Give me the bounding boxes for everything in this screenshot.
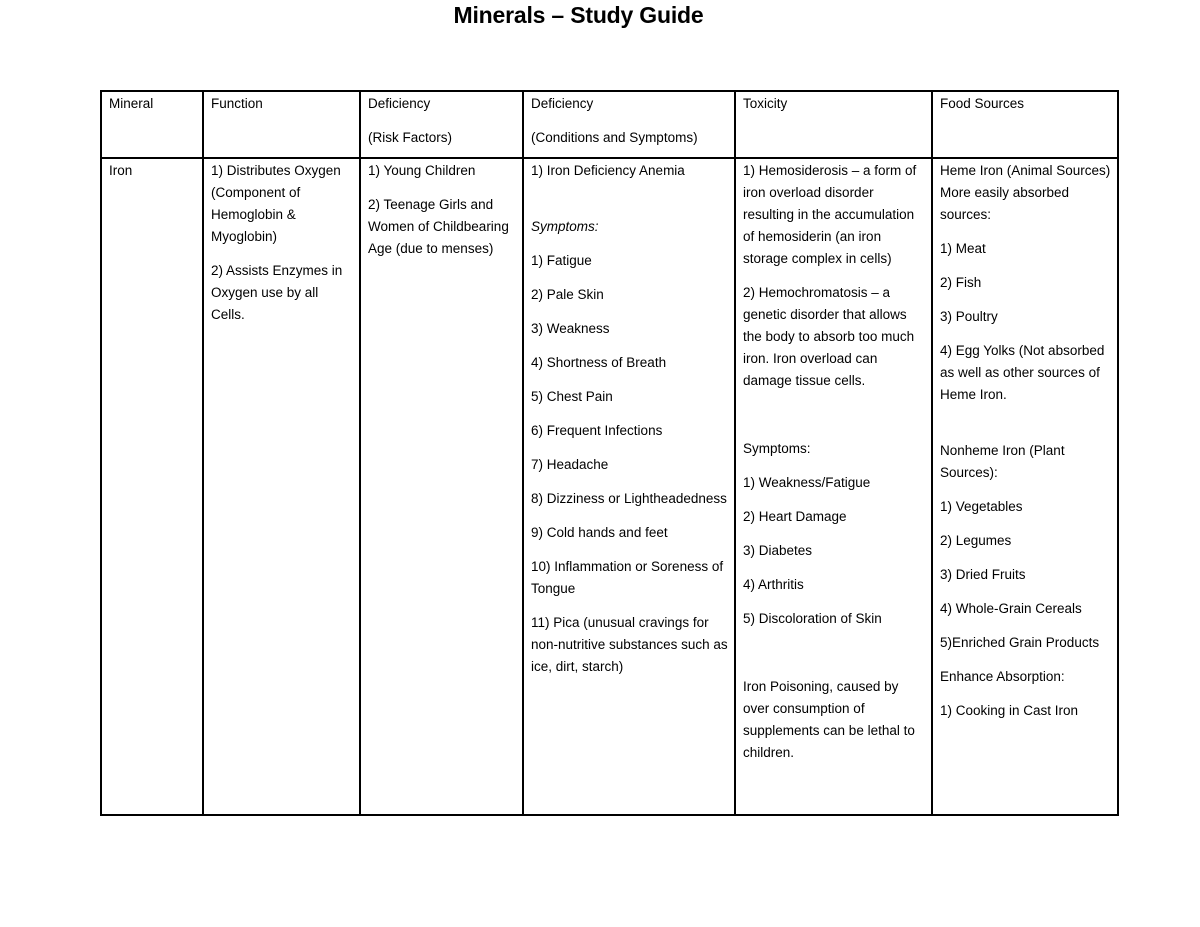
header-risk-line2: (Risk Factors) xyxy=(368,130,452,145)
minerals-table xyxy=(100,90,1119,816)
header-food-sources-label: Food Sources xyxy=(940,96,1025,111)
header-cond-line2: (Conditions and Symptoms) xyxy=(531,130,698,145)
toxicity-symptom-item: 5) Discoloration of Skin xyxy=(743,611,882,626)
food-item: 4) Whole-Grain Cereals xyxy=(940,601,1082,616)
symptom-item: 6) Frequent Infections xyxy=(531,423,663,438)
food-item: 5)Enriched Grain Products xyxy=(940,635,1100,650)
cell-toxicity xyxy=(735,158,932,815)
food-item: 1) Meat xyxy=(940,241,986,256)
header-function xyxy=(203,91,360,158)
symptom-item: 10) Inflammation or Soreness of Tongue xyxy=(531,559,724,596)
table-header-row xyxy=(101,91,1118,158)
header-cond-line1: Deficiency xyxy=(531,96,594,111)
table-row xyxy=(101,158,1118,815)
food-item: 3) Dried Fruits xyxy=(940,567,1026,582)
food-item: 4) Egg Yolks (Not absorbed as well as other sources of Heme Iron. xyxy=(940,343,1105,402)
header-function-label: Function xyxy=(211,96,263,111)
toxicity-symptom-item: 3) Diabetes xyxy=(743,543,813,558)
symptom-item: 9) Cold hands and feet xyxy=(531,525,668,540)
enhance-label: Enhance Absorption: xyxy=(940,669,1065,684)
symptom-item: 5) Chest Pain xyxy=(531,389,613,404)
risk-factor-item: 2) Teenage Girls and Women of Childbearing Age (due to menses) xyxy=(368,197,509,256)
page-title: Minerals – Study Guide xyxy=(453,2,704,28)
toxicity-symptom-item: 2) Heart Damage xyxy=(743,509,847,524)
header-risk-factors xyxy=(360,91,523,158)
symptom-item: 2) Pale Skin xyxy=(531,287,604,302)
function-item: 2) Assists Enzymes in Oxygen use by all Cells. xyxy=(211,263,343,322)
food-item: 1) Vegetables xyxy=(940,499,1023,514)
toxicity-symptom-item: 4) Arthritis xyxy=(743,577,804,592)
header-conditions xyxy=(523,91,735,158)
mineral-name: Iron xyxy=(109,163,133,178)
food-item: 2) Fish xyxy=(940,275,982,290)
toxicity-item: 1) Hemosiderosis – a form of iron overload disorder resulting in the accumulation of hemosiderin (an iron storage complex in cells) xyxy=(743,163,917,266)
header-mineral-label: Mineral xyxy=(109,96,154,111)
header-toxicity xyxy=(735,91,932,158)
cell-mineral xyxy=(101,158,203,815)
symptoms-label: Symptoms: xyxy=(531,219,599,234)
symptom-item: 11) Pica (unusual cravings for non-nutritive substances such as ice, dirt, starch) xyxy=(531,615,728,674)
heme-label: Heme Iron (Animal Sources) More easily absorbed sources: xyxy=(940,163,1111,222)
symptom-item: 7) Headache xyxy=(531,457,609,472)
cell-food-sources xyxy=(932,158,1118,815)
symptom-item: 3) Weakness xyxy=(531,321,610,336)
food-item: 2) Legumes xyxy=(940,533,1012,548)
cell-function xyxy=(203,158,360,815)
header-toxicity-label: Toxicity xyxy=(743,96,788,111)
toxicity-poisoning-note: Iron Poisoning, caused by over consumption of supplements can be lethal to children. xyxy=(743,679,915,760)
toxicity-symptom-item: 1) Weakness/Fatigue xyxy=(743,475,871,490)
header-mineral xyxy=(101,91,203,158)
food-item: 3) Poultry xyxy=(940,309,998,324)
nonheme-label: Nonheme Iron (Plant Sources): xyxy=(940,443,1065,480)
toxicity-item: 2) Hemochromatosis – a genetic disorder that allows the body to absorb too much iron. Iron overload can damage tissue cells. xyxy=(743,285,915,388)
header-food-sources xyxy=(932,91,1118,158)
cell-risk-factors xyxy=(360,158,523,815)
condition-main: 1) Iron Deficiency Anemia xyxy=(531,163,685,178)
cell-conditions xyxy=(523,158,735,815)
enhance-item: 1) Cooking in Cast Iron xyxy=(940,703,1079,718)
header-risk-line1: Deficiency xyxy=(368,96,431,111)
symptom-item: 1) Fatigue xyxy=(531,253,592,268)
risk-factor-item: 1) Young Children xyxy=(368,163,476,178)
symptom-item: 8) Dizziness or Lightheadedness xyxy=(531,491,727,506)
function-item: 1) Distributes Oxygen (Component of Hemoglobin & Myoglobin) xyxy=(211,163,341,244)
toxicity-symptoms-label: Symptoms: xyxy=(743,441,811,456)
symptom-item: 4) Shortness of Breath xyxy=(531,355,667,370)
